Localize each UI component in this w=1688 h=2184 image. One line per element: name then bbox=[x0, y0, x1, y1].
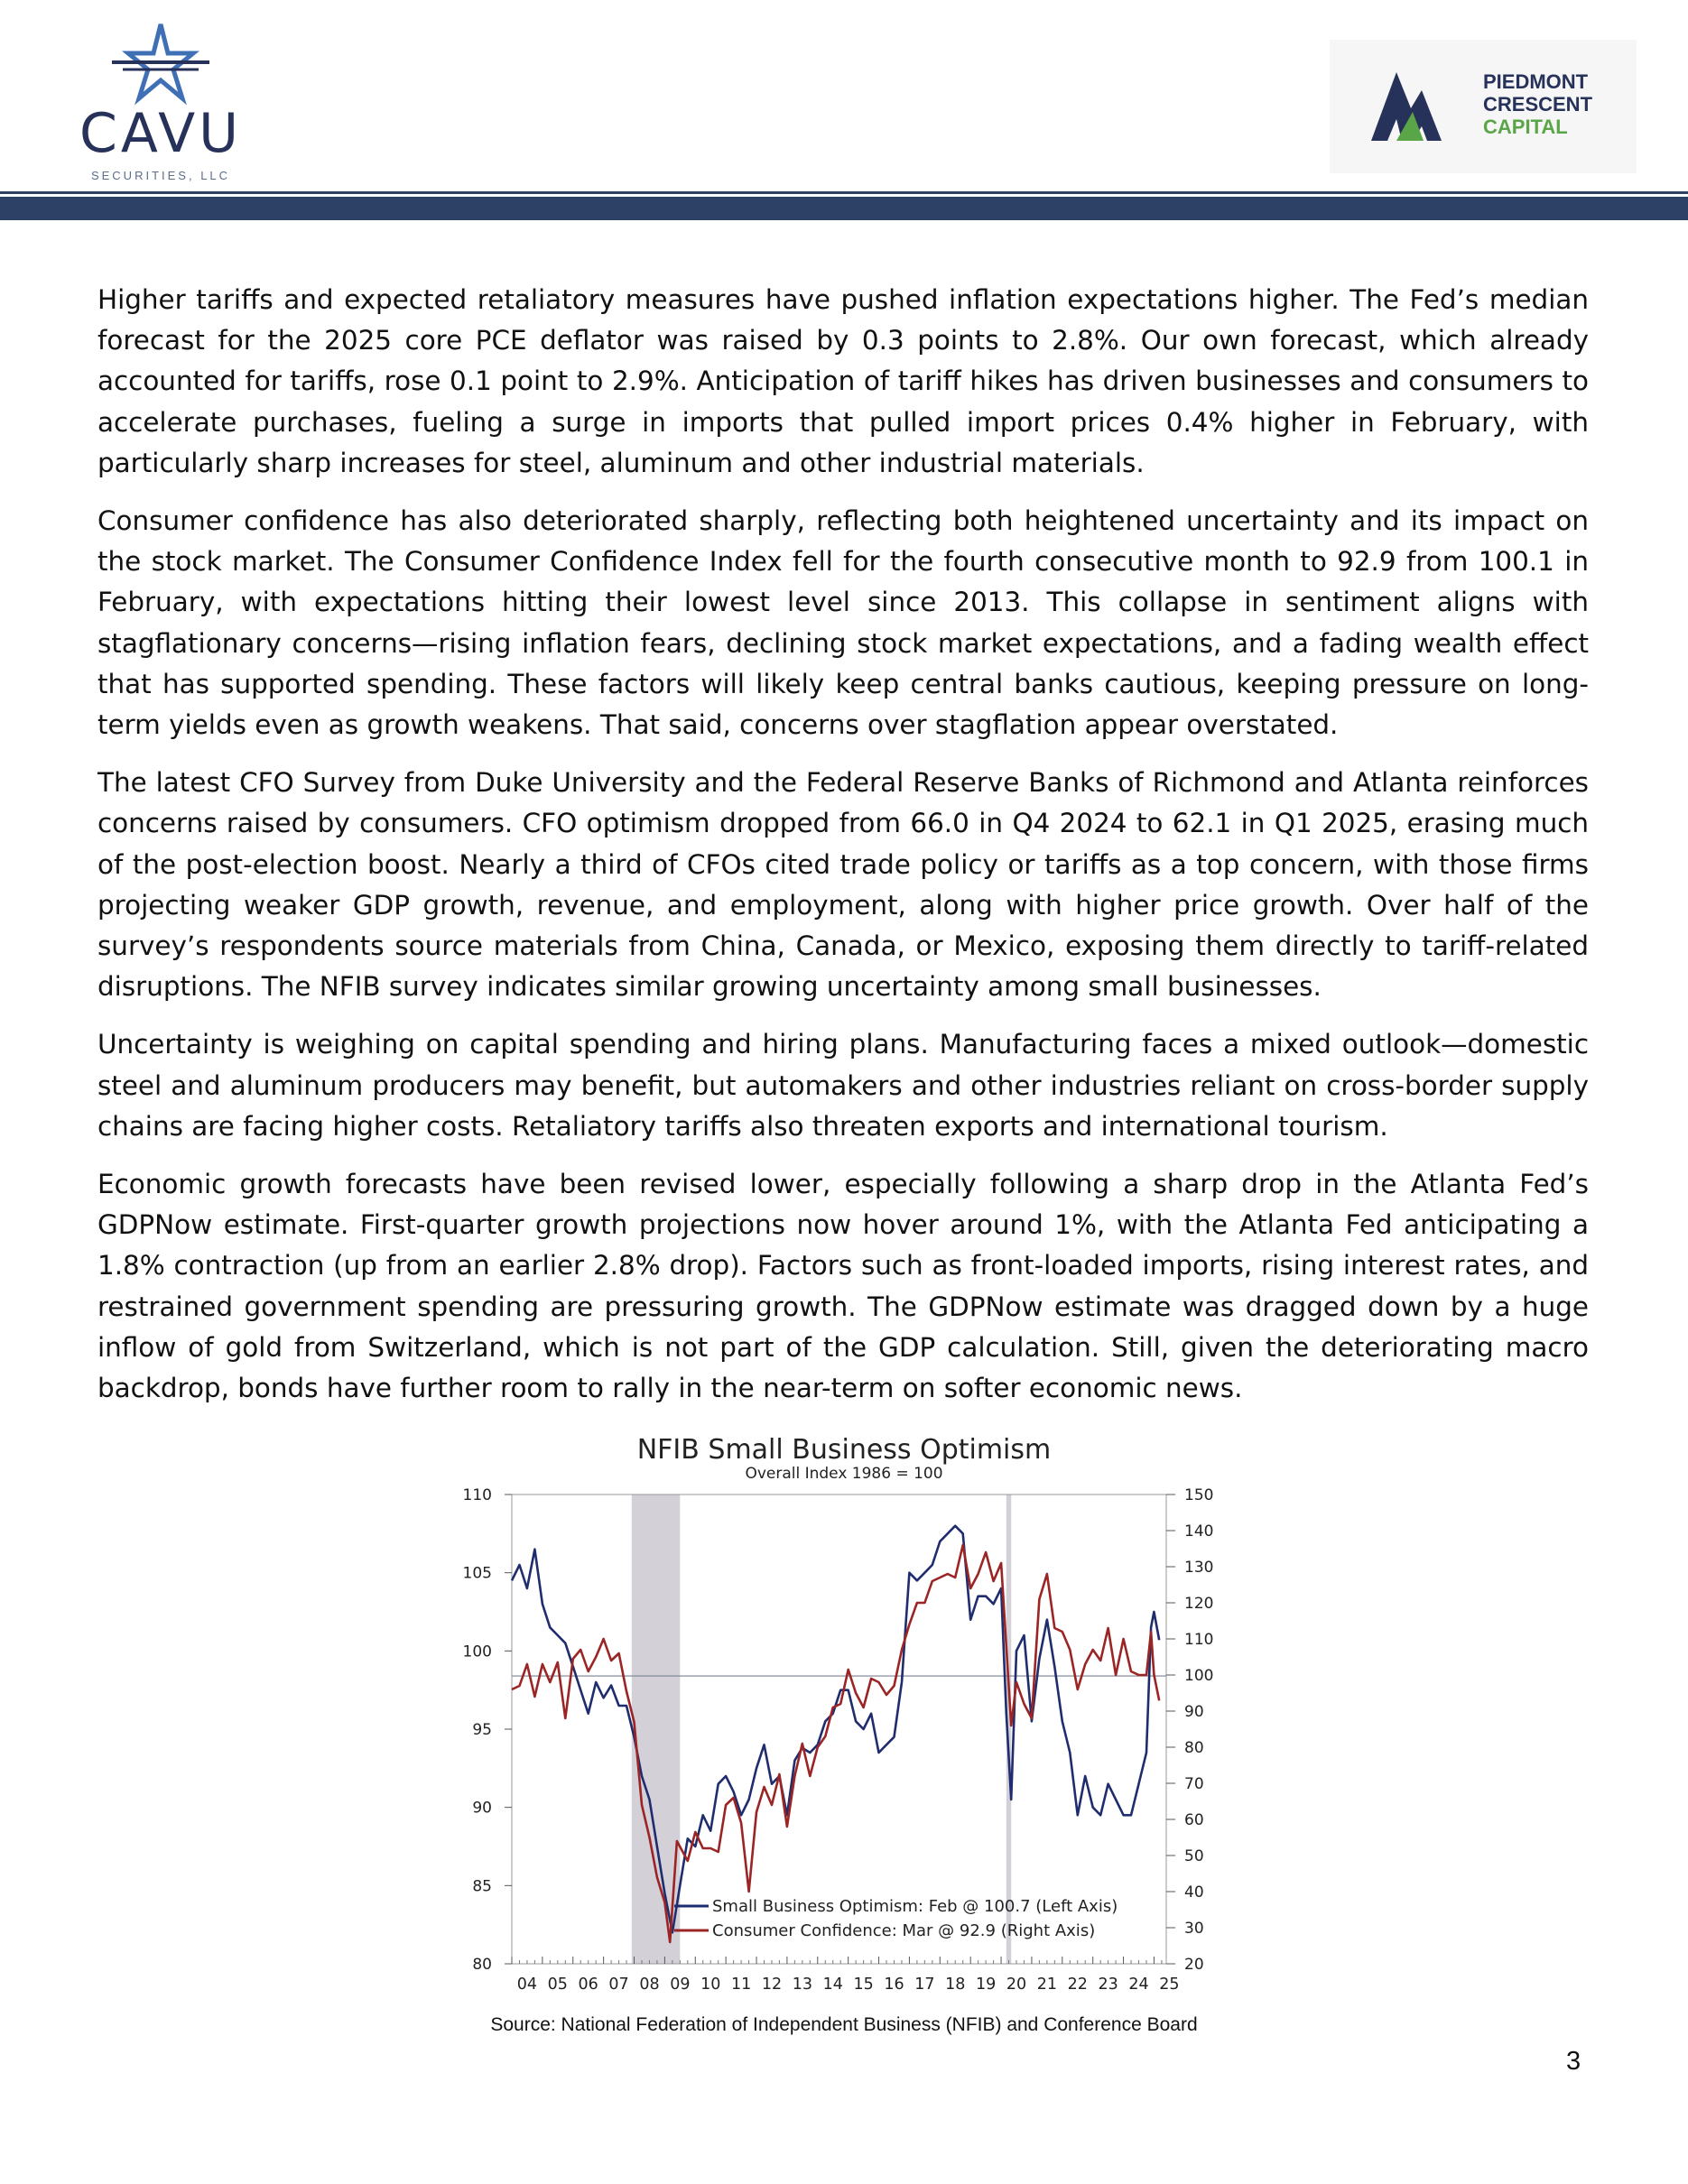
x-axis-tick-label: 04 bbox=[516, 1976, 538, 1994]
pcc-line-2: CRESCENT bbox=[1483, 93, 1593, 116]
x-axis-tick-label: 08 bbox=[639, 1976, 660, 1994]
right-axis-tick-label: 90 bbox=[1184, 1703, 1204, 1721]
pcc-line-1: PIEDMONT bbox=[1483, 70, 1589, 93]
pcc-line-3: CAPITAL bbox=[1483, 116, 1568, 138]
nfib-chart-svg bbox=[447, 1426, 1241, 2040]
paragraph: Economic growth forecasts have been revised lower, especially following a sharp drop in the Atlanta Fed’s GDPNow estimate. First-quarter growth projections now hover around 1%, with the Atlanta Fed anticipating a 1.8% contraction (up from an earlier 2.8% drop). Factors such as front-loaded imports, rising interest rates, and restrained government spending are pressuring growth. The GDPNow estimate was dragged down by a huge inflow of gold from Switzerland, which is not part of the GDP calculation. Still, given the deteriorating macro backdrop, bonds have further room to rally in the near-term on softer economic news. bbox=[97, 1169, 1589, 1404]
x-axis-tick-label: 07 bbox=[608, 1976, 629, 1994]
right-axis-tick-label: 20 bbox=[1184, 1956, 1204, 1974]
x-axis-tick-label: 06 bbox=[578, 1976, 598, 1994]
left-axis-tick-label: 105 bbox=[462, 1564, 492, 1583]
right-axis-tick-label: 130 bbox=[1184, 1559, 1214, 1577]
x-axis-tick-label: 21 bbox=[1036, 1976, 1058, 1994]
cavu-subtitle: SECURITIES, LLC bbox=[90, 169, 231, 182]
right-axis-tick-label: 80 bbox=[1184, 1739, 1204, 1757]
x-axis-tick-label: 25 bbox=[1159, 1976, 1180, 1994]
right-axis-tick-label: 40 bbox=[1184, 1883, 1204, 1902]
legend-label: Consumer Confidence: Mar @ 92.9 (Right Axis) bbox=[712, 1921, 1096, 1940]
x-axis-tick-label: 24 bbox=[1128, 1976, 1149, 1994]
consumer-confidence-line bbox=[512, 1545, 1159, 1942]
small-business-optimism-line bbox=[512, 1526, 1159, 1933]
x-axis-tick-label: 09 bbox=[670, 1976, 691, 1994]
x-axis-tick-label: 15 bbox=[853, 1976, 874, 1994]
x-axis-tick-label: 13 bbox=[792, 1976, 812, 1994]
right-axis-tick-label: 120 bbox=[1184, 1595, 1214, 1613]
x-axis-tick-label: 14 bbox=[822, 1976, 843, 1994]
x-axis-tick-label: 11 bbox=[730, 1976, 752, 1994]
right-axis-tick-label: 100 bbox=[1184, 1667, 1214, 1685]
article-body bbox=[97, 280, 1589, 1426]
right-axis-tick-label: 60 bbox=[1184, 1811, 1204, 1829]
left-axis-tick-label: 110 bbox=[462, 1486, 492, 1504]
right-axis-tick-label: 70 bbox=[1184, 1775, 1204, 1793]
x-axis-tick-label: 17 bbox=[914, 1976, 935, 1994]
chart-source-note: Source: National Federation of Independent Business (NFIB) and Conference Board bbox=[490, 2014, 1198, 2035]
legend-label: Small Business Optimism: Feb @ 100.7 (Left Axis) bbox=[712, 1897, 1118, 1916]
x-axis-tick-label: 22 bbox=[1067, 1976, 1088, 1994]
header-divider-thin bbox=[0, 191, 1688, 194]
paragraph: Higher tariffs and expected retaliatory measures have pushed inflation expectations higher. The Fed’s median forecast for the 2025 core PCE deflator was raised by 0.3 points to 2.8%. Our own forecast, which already accounted for tariffs, rose 0.1 point to 2.9%. Anticipation of tariff hikes has driven businesses and consumers to accelerate purchases, fueling a surge in imports that pulled import prices 0.4% higher in February, with particularly sharp increases for steel, aluminum and other industrial materials. bbox=[97, 284, 1589, 478]
x-axis-tick-label: 20 bbox=[1006, 1976, 1027, 1994]
x-axis-tick-label: 23 bbox=[1098, 1976, 1118, 1994]
x-axis-tick-label: 10 bbox=[700, 1976, 721, 1994]
cavu-wordmark: CAVU bbox=[79, 102, 243, 165]
page-header bbox=[0, 0, 1688, 221]
x-axis-tick-label: 12 bbox=[761, 1976, 783, 1994]
right-axis-tick-label: 140 bbox=[1184, 1522, 1214, 1541]
header-divider-bar bbox=[0, 197, 1688, 220]
left-axis-tick-label: 80 bbox=[472, 1956, 492, 1974]
x-axis-tick-label: 05 bbox=[547, 1976, 568, 1994]
left-axis-tick-label: 85 bbox=[472, 1877, 492, 1896]
right-axis-tick-label: 110 bbox=[1184, 1631, 1214, 1649]
paragraph: Uncertainty is weighing on capital spending and hiring plans. Manufacturing faces a mixed outlook—domestic steel and aluminum producers may benefit, but automakers and other industries reliant on cross-border supply chains are facing higher costs. Retaliatory tariffs also threaten exports and international tourism. bbox=[97, 1029, 1589, 1142]
x-axis-tick-label: 19 bbox=[975, 1976, 997, 1994]
star-icon bbox=[79, 23, 242, 113]
paragraph: Consumer confidence has also deteriorated sharply, reflecting both heightened uncertainty and its impact on the stock market. The Consumer Confidence Index fell for the fourth consecutive month to 92.9 from 100.1 in February, with expectations hitting their lowest level since 2013. This collapse in sentiment aligns with stagflationary concerns—rising inflation fears, declining stock market expectations, and a fading wealth effect that has supported spending. These factors will likely keep central banks cautious, keeping pressure on long-term yields even as growth weakens. That said, concerns over stagflation appear overstated. bbox=[97, 505, 1589, 741]
piedmont-crescent-logo bbox=[1330, 40, 1637, 173]
right-axis-tick-label: 150 bbox=[1184, 1486, 1214, 1504]
paragraph: The latest CFO Survey from Duke University and the Federal Reserve Banks of Richmond and Atlanta reinforces concerns raised by consumers. CFO optimism dropped from 66.0 in Q4 2024 to 62.1 in Q1 2025, erasing much of the post-election boost. Nearly a third of CFOs cited trade policy or tariffs as a top concern, with those firms projecting weaker GDP growth, revenue, and employment, along with higher price growth. Over half of the survey’s respondents source materials from China, Canada, or Mexico, exposing them directly to tariff-related disruptions. The NFIB survey indicates similar growing uncertainty among small businesses. bbox=[97, 767, 1589, 1003]
nfib-chart bbox=[447, 1426, 1241, 2040]
cavu-securities-logo bbox=[79, 23, 243, 182]
page-number: 3 bbox=[1566, 2047, 1581, 2076]
left-axis-tick-label: 90 bbox=[472, 1799, 492, 1818]
chart-subtitle: Overall Index 1986 = 100 bbox=[745, 1465, 943, 1483]
left-axis-tick-label: 100 bbox=[462, 1643, 492, 1661]
x-axis-tick-label: 18 bbox=[945, 1976, 966, 1994]
right-axis-tick-label: 30 bbox=[1184, 1920, 1204, 1938]
plot-frame bbox=[512, 1495, 1166, 1964]
right-axis-tick-label: 50 bbox=[1184, 1847, 1204, 1865]
chart-title: NFIB Small Business Optimism bbox=[636, 1434, 1052, 1466]
mountain-icon bbox=[1330, 40, 1474, 173]
x-axis-tick-label: 16 bbox=[884, 1976, 904, 1994]
left-axis-tick-label: 95 bbox=[472, 1721, 492, 1739]
